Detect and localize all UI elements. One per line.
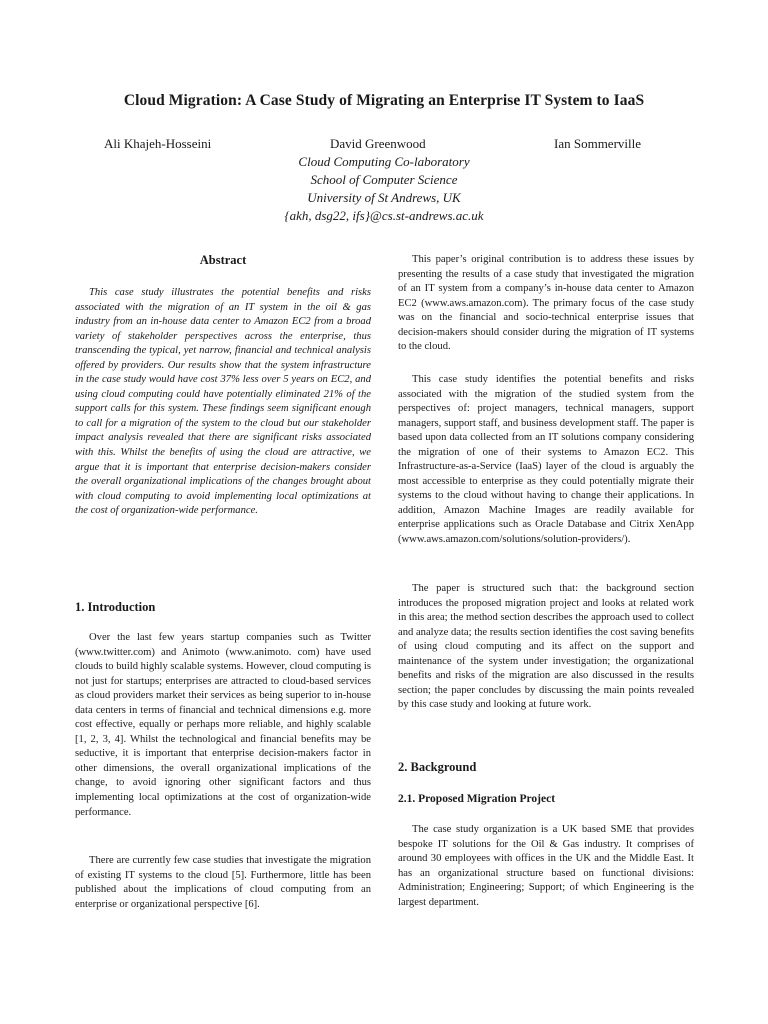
background-paragraph-1: The case study organization is a UK based SME that provides bespoke IT solutions for the Oil & Gas industry. It comprises of around 30 employees with offices in the UK and the Middle East. It has an organizational structure based on functional divisions: Administration; Engineering; Support; of which Engineering is the largest department. <box>398 824 694 908</box>
author-2: David Greenwood <box>330 136 426 151</box>
introduction-heading: 1. Introduction <box>75 600 156 614</box>
intro-paragraph-1: Over the last few years startup companies such as Twitter (www.twitter.com) and Animoto (www.animoto. com) have used clouds to build highly scalable systems. However, cloud computing is not just for startups; enterprises are attracted to cloud-based services as cloud providers market their services as being superior to in-house data centers in terms of financial and technical dimensions e.g. more cost effective, equally or perhaps more reliable, and highly scalable [1, 2, 3, 4]. Whilst the technological and financial benefits may be seductive, it is important that enterprise decision-makers factor in other dimensions, the overall organizational implications of the change, to avoid ignoring other significant factors and thus implementing local optimizations at the cost of organization-wide performance. <box>75 632 371 818</box>
migration-project-subheading: 2.1. Proposed Migration Project <box>398 793 556 805</box>
intro-paragraph-3: This paper’s original contribution is to address these issues by presenting the results of a case study that investigated the migration of an IT system from a company’s in-house data center to Amazon EC2 (www.aws.amazon.com). The primary focus of the case study was on the financial and socio-technical enterprise issues that decision-makers should consider during the migration of IT systems to the cloud. <box>398 254 694 353</box>
affiliation-university: University of St Andrews, UK <box>307 190 461 205</box>
intro-paragraph-5: The paper is structured such that: the background section introduces the proposed migration project and looks at related work in this area; the method section describes the approach used to collect and analyze data; the results section identifies the cost saving benefits of using cloud computing and its affect on the support and maintenance of the system under investigation; the organizational benefits and risks of the migration are also discussed in the results section; the paper concludes by discussing the main points revealed by this case study and looking at future work. <box>398 583 694 711</box>
abstract-text: This case study illustrates the potential benefits and risks associated with the migration of an IT system in the oil & gas industry from an in-house data center to Amazon EC2 from a broad variety of stakeholder perspectives across the enterprise, thus transcending the typical, yet narrow, financial and technical analysis offered by providers. Our results show that the system infrastructure in the case study would have cost 37% less over 5 years on EC2, and using cloud computing could have potentially eliminated 21% of the support calls for this system. These findings seem significant enough to call for a migration of the system to the cloud but our stakeholder impact analysis revealed that there are significant risks associated with this. Whilst the benefits of using the cloud are attractive, we argue that it is important that enterprise decision-makers consider the overall organizational implications of the changes brought about with cloud computing to avoid implementing local optimizations at the cost of organization-wide performance. <box>75 287 371 517</box>
author-1: Ali Khajeh-Hosseini <box>104 136 212 151</box>
affiliation-lab: Cloud Computing Co-laboratory <box>298 154 470 169</box>
author-3: Ian Sommerville <box>554 136 642 151</box>
paper-title: Cloud Migration: A Case Study of Migrating an Enterprise IT System to IaaS <box>123 92 645 109</box>
abstract-heading: Abstract <box>199 253 247 267</box>
affiliation-email: {akh, dsg22, ifs}@cs.st-andrews.ac.uk <box>284 208 484 223</box>
background-heading: 2. Background <box>398 760 477 774</box>
intro-paragraph-2: There are currently few case studies that investigate the migration of existing IT systems to the cloud [5]. Furthermore, little has been published about the implications of cloud computing from an enterprise or organizational perspective [6]. <box>75 855 371 910</box>
affiliation-school: School of Computer Science <box>310 172 458 187</box>
intro-paragraph-4: This case study identifies the potential benefits and risks associated with the migration of the studied system from the perspectives of: project managers, technical managers, support managers, support staff, and business development staff. The paper is based upon data collected from an IT solutions company considering the migration of one of their systems to Amazon EC2. This Infrastructure-as-a-Service (IaaS) layer of the cloud is arguably the most accessible to enterprise as they could potentially migrate their systems to the cloud without having to change their applications. In addition, Amazon Machine Images are readily available for enterprise applications such as Oracle Database and Citrix XenApp (www.aws.amazon.com/solutions/solution-providers/). <box>398 374 694 546</box>
